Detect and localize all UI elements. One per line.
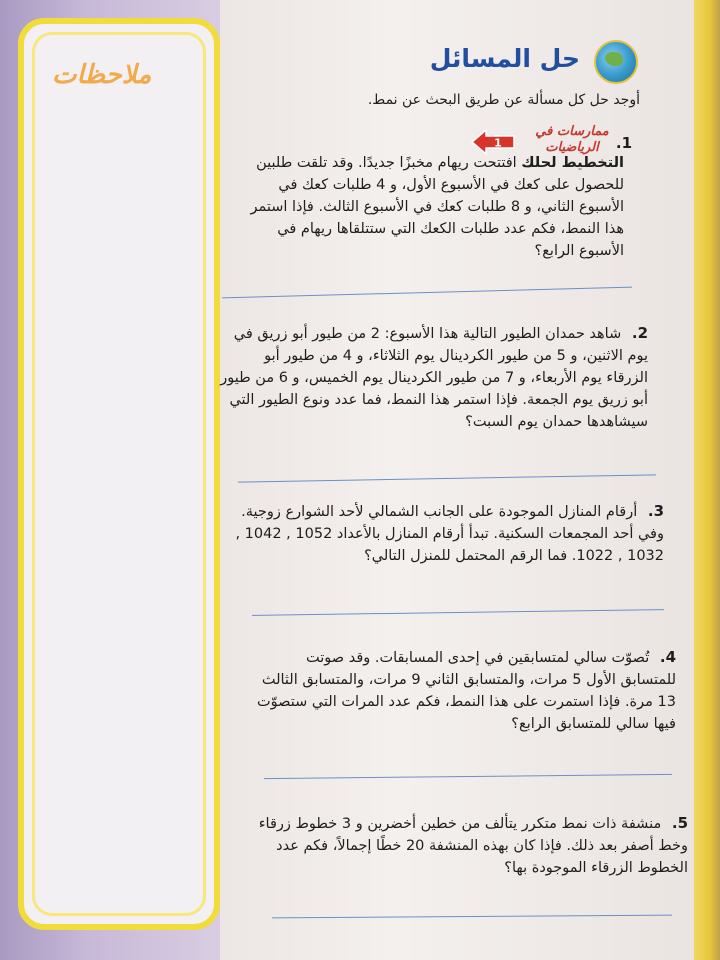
page-edge <box>694 0 720 960</box>
problem-1-text: التخطيط لحلك افتتحت ريهام مخبزًا جديدًا. وقد تلقت طلبين للحصول على كعك في الأسبوع الأول، و 4 طلبات كعك في الأسبوع الثاني، و 8 طلبات كعك في الأسبوع الثالث. فإذا استمر هذا النمط، فكم عدد طلبات الكعك التي ستتلقاها ريهام في الأسبوع الرابع؟ <box>250 155 624 259</box>
answer-line-4[interactable] <box>264 774 672 779</box>
answer-line-2[interactable] <box>238 474 656 482</box>
notes-frame <box>18 18 220 930</box>
instructions: أوجد حل كل مسألة عن طريق البحث عن نمط. <box>367 92 640 108</box>
globe-icon <box>594 40 638 84</box>
problem-5: 5. منشفة ذات نمط متكرر يتألف من خطين أخضرين و 3 خطوط زرقاء وخط أصفر بعد ذلك. فإذا كان بهذه المنشفة 20 خطًا إجمالاً، فكم عدد الخطوط الزرقاء الموجودة بها؟ <box>258 814 688 876</box>
problem-1: 1. <box>615 134 632 152</box>
section-title: حل المسائل <box>429 44 580 73</box>
problem-4: 4. تُصوّت سالي لمتسابقين في إحدى المسابقات. وقد صوتت للمتسابق الأول 5 مرات، والمتسابق الثاني 9 مرات، والمتسابق الثالث 13 مرة. فإذا استمرت على هذا النمط، فكم عدد المرات التي ستصوّت فيها سالي للمتسابق الرابع؟ <box>257 648 676 732</box>
notes-label: ملاحظات <box>52 60 152 90</box>
step-number: 1 <box>494 136 502 150</box>
answer-line-3[interactable] <box>252 609 664 616</box>
problem-3: 3. أرقام المنازل الموجودة على الجانب الشمالي لأحد الشوارع زوجية. وفي أحد المجمعات السكنية. تبدأ أرقام المنازل بالأعداد 1052 , 1042 , 1032 , 1022. فما الرقم المحتمل للمنزل التالي؟ <box>235 502 664 564</box>
math-practices-tag: ممارسات في الرياضيات <box>535 124 609 155</box>
problem-2: 2. شاهد حمدان الطيور التالية هذا الأسبوع: 2 من طيور أبو زريق في يوم الاثنين، و 5 من طيور الكردينال يوم الثلاثاء، و 4 من طيور أبو الزرقاء يوم الأربعاء، و 7 من طيور الكردينال يوم الخميس، و 6 من طيور أبو زريق يوم الجمعة. فإذا استمر هذا النمط، فما عدد ونوع الطيور التي سيشاهدها حمدان يوم السبت؟ <box>220 324 648 430</box>
answer-line-1[interactable] <box>222 287 632 299</box>
answer-line-5[interactable] <box>272 915 672 919</box>
plan-label: التخطيط لحلك <box>521 155 624 171</box>
